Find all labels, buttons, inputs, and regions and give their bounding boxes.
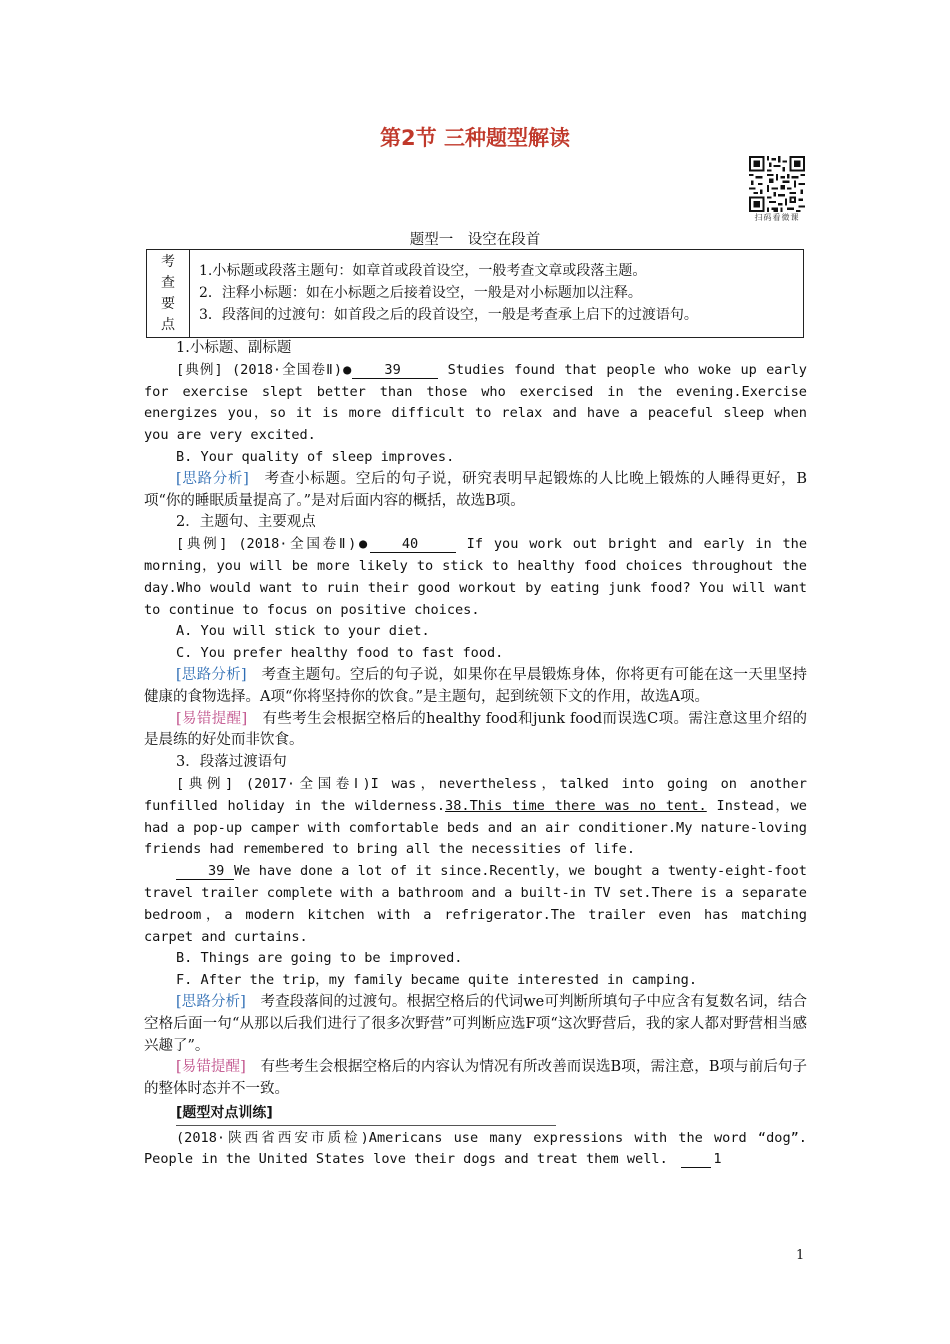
example-source: (2018·全国卷Ⅱ)●	[232, 361, 353, 378]
answer-blank[interactable]: 1	[681, 1151, 711, 1168]
answer-blank[interactable]: 39	[176, 863, 234, 880]
warning-tag: [易错提醒]	[176, 1059, 246, 1076]
warning-text: 有些考生会根据空格后的内容认为情况有所改善而误选B项，需注意，B项与前后句子的整体时态并不一致。	[144, 1059, 808, 1098]
example-passage: Studies found that people who woke up early for exercise slept better than those who exercised in the evening.Exercise energizes you，so it is more difficult to relax and have a peaceful sleep when you are very excited.	[144, 361, 807, 444]
qr-caption: 扫码看微课	[754, 213, 800, 222]
drill-source: (2018·陕西省西安市质检)	[176, 1129, 369, 1146]
example-tag: [典例]	[176, 361, 223, 378]
answer-blank[interactable]: 40	[370, 536, 456, 553]
example-passage: Instead，we had a pop-up camper with comfortable beds and an air conditioner.My nature-loving friends had remembered to bring all the necessities of life.	[144, 797, 807, 858]
example-passage: If you work out bright and early in the morning，you will be more likely to stick to healthy food choices throughout the day.Who would want to ruin their good workout by eating junk food? You will want to continue to focus on positive choices.	[144, 536, 808, 618]
part1-example	[144, 360, 807, 447]
part3-option-b: B. Things are going to be improved.	[176, 950, 463, 967]
label-char: 考	[161, 253, 175, 270]
part3-analysis	[144, 992, 807, 1057]
part3-option-f: F. After the trip，my family became quite interested in camping.	[176, 972, 698, 989]
label-char: 要	[161, 295, 175, 312]
part1-analysis	[144, 469, 807, 513]
key-point-item: 2．注释小标题：如在小标题之后接着设空，一般是对小标题加以注释。	[199, 285, 642, 301]
drill-heading-text: [题型对点训练]	[176, 1104, 273, 1121]
key-points-label	[147, 250, 190, 337]
part2-warning	[144, 709, 807, 753]
label-char: 查	[161, 274, 175, 291]
analysis-tag: [思路分析]	[176, 666, 247, 683]
example-passage: I was，nevertheless，talked into going on another funfilled holiday in the wilderness.	[144, 775, 807, 814]
part2-option-a: A. You will stick to your diet.	[176, 623, 430, 640]
example-passage: We have done a lot of it since.Recently，we bought a twenty-eight-foot travel trailer complete with a bathroom and a built-in TV set.There is a separate bedroom，a modern kitchen with a refrigerator.The trailer even has matching carpet and curtains.	[144, 863, 807, 945]
drill-passage	[144, 1128, 807, 1172]
analysis-tag: [思路分析]	[176, 470, 249, 487]
part2-option-c: C. You prefer healthy food to fast food.	[176, 645, 504, 662]
analysis-tag: [思路分析]	[176, 993, 246, 1010]
qr-code-icon[interactable]	[749, 156, 805, 212]
part3-passage2	[144, 861, 807, 948]
part2-analysis	[144, 665, 807, 709]
key-point-item: 1.小标题或段落主题句：如章首或段首设空，一般考查文章或段落主题。	[199, 263, 647, 279]
filled-answer: 38.This time there was no tent.	[445, 797, 707, 814]
divider	[176, 1125, 556, 1126]
example-source: (2017·全国卷Ⅰ)	[245, 775, 371, 792]
part3-heading: 3．段落过渡语句	[176, 754, 287, 771]
example-tag: [典例]	[176, 775, 234, 792]
key-points-table	[146, 249, 804, 338]
part1-option: B. Your quality of sleep improves.	[176, 448, 455, 465]
label-char: 点	[161, 316, 175, 333]
page-number: 1	[796, 1248, 805, 1263]
analysis-text: 考查段落间的过渡句。根据空格后的代词we可判断所填句子中应含有复数名词，结合空格后面一句“从那以后我们进行了很多次野营”可判断应选F项“这次野营后，我的家人都对野营相当感兴趣了”。	[144, 993, 807, 1054]
main-content	[144, 338, 807, 1171]
page-title: 第2节 三种题型解读	[380, 126, 570, 150]
part2-example	[144, 534, 807, 621]
drill-text: Americans use many expressions with the word “dog”. People in the United States love their dogs and treat them well.	[144, 1129, 807, 1168]
section-heading: 题型一 设空在段首	[409, 232, 541, 248]
answer-blank[interactable]: 39	[352, 362, 438, 379]
part3-example	[144, 774, 807, 861]
part1-heading: 1.小标题、副标题	[176, 340, 292, 356]
warning-tag: [易错提醒]	[176, 710, 248, 727]
key-point-item: 3．段落间的过渡句：如首段之后的段首设空，一般是考查承上启下的过渡语句。	[199, 307, 698, 323]
example-tag: [典例]	[176, 536, 228, 553]
part2-heading: 2．主题句、主要观点	[176, 514, 316, 531]
drill-heading	[144, 1103, 807, 1125]
analysis-text: 考查主题句。空后的句子说，如果你在早晨锻炼身体，你将更有可能在这一天里坚持健康的食物选择。A项“你将坚持你的饮食。”是主题句，起到统领下文的作用，故选A项。	[144, 666, 807, 705]
key-points-list	[190, 250, 803, 337]
part3-warning	[144, 1057, 807, 1101]
warning-text: 有些考生会根据空格后的healthy food和junk food而误选C项。需注意这里介绍的是晨练的好处而非饮食。	[144, 710, 808, 749]
example-source: (2018·全国卷Ⅱ)●	[238, 536, 370, 553]
analysis-text: 考查小标题。空后的句子说，研究表明早起锻炼的人比晚上锻炼的人睡得更好，B项“你的睡眠质量提高了。”是对后面内容的概括，故选B项。	[144, 470, 808, 509]
